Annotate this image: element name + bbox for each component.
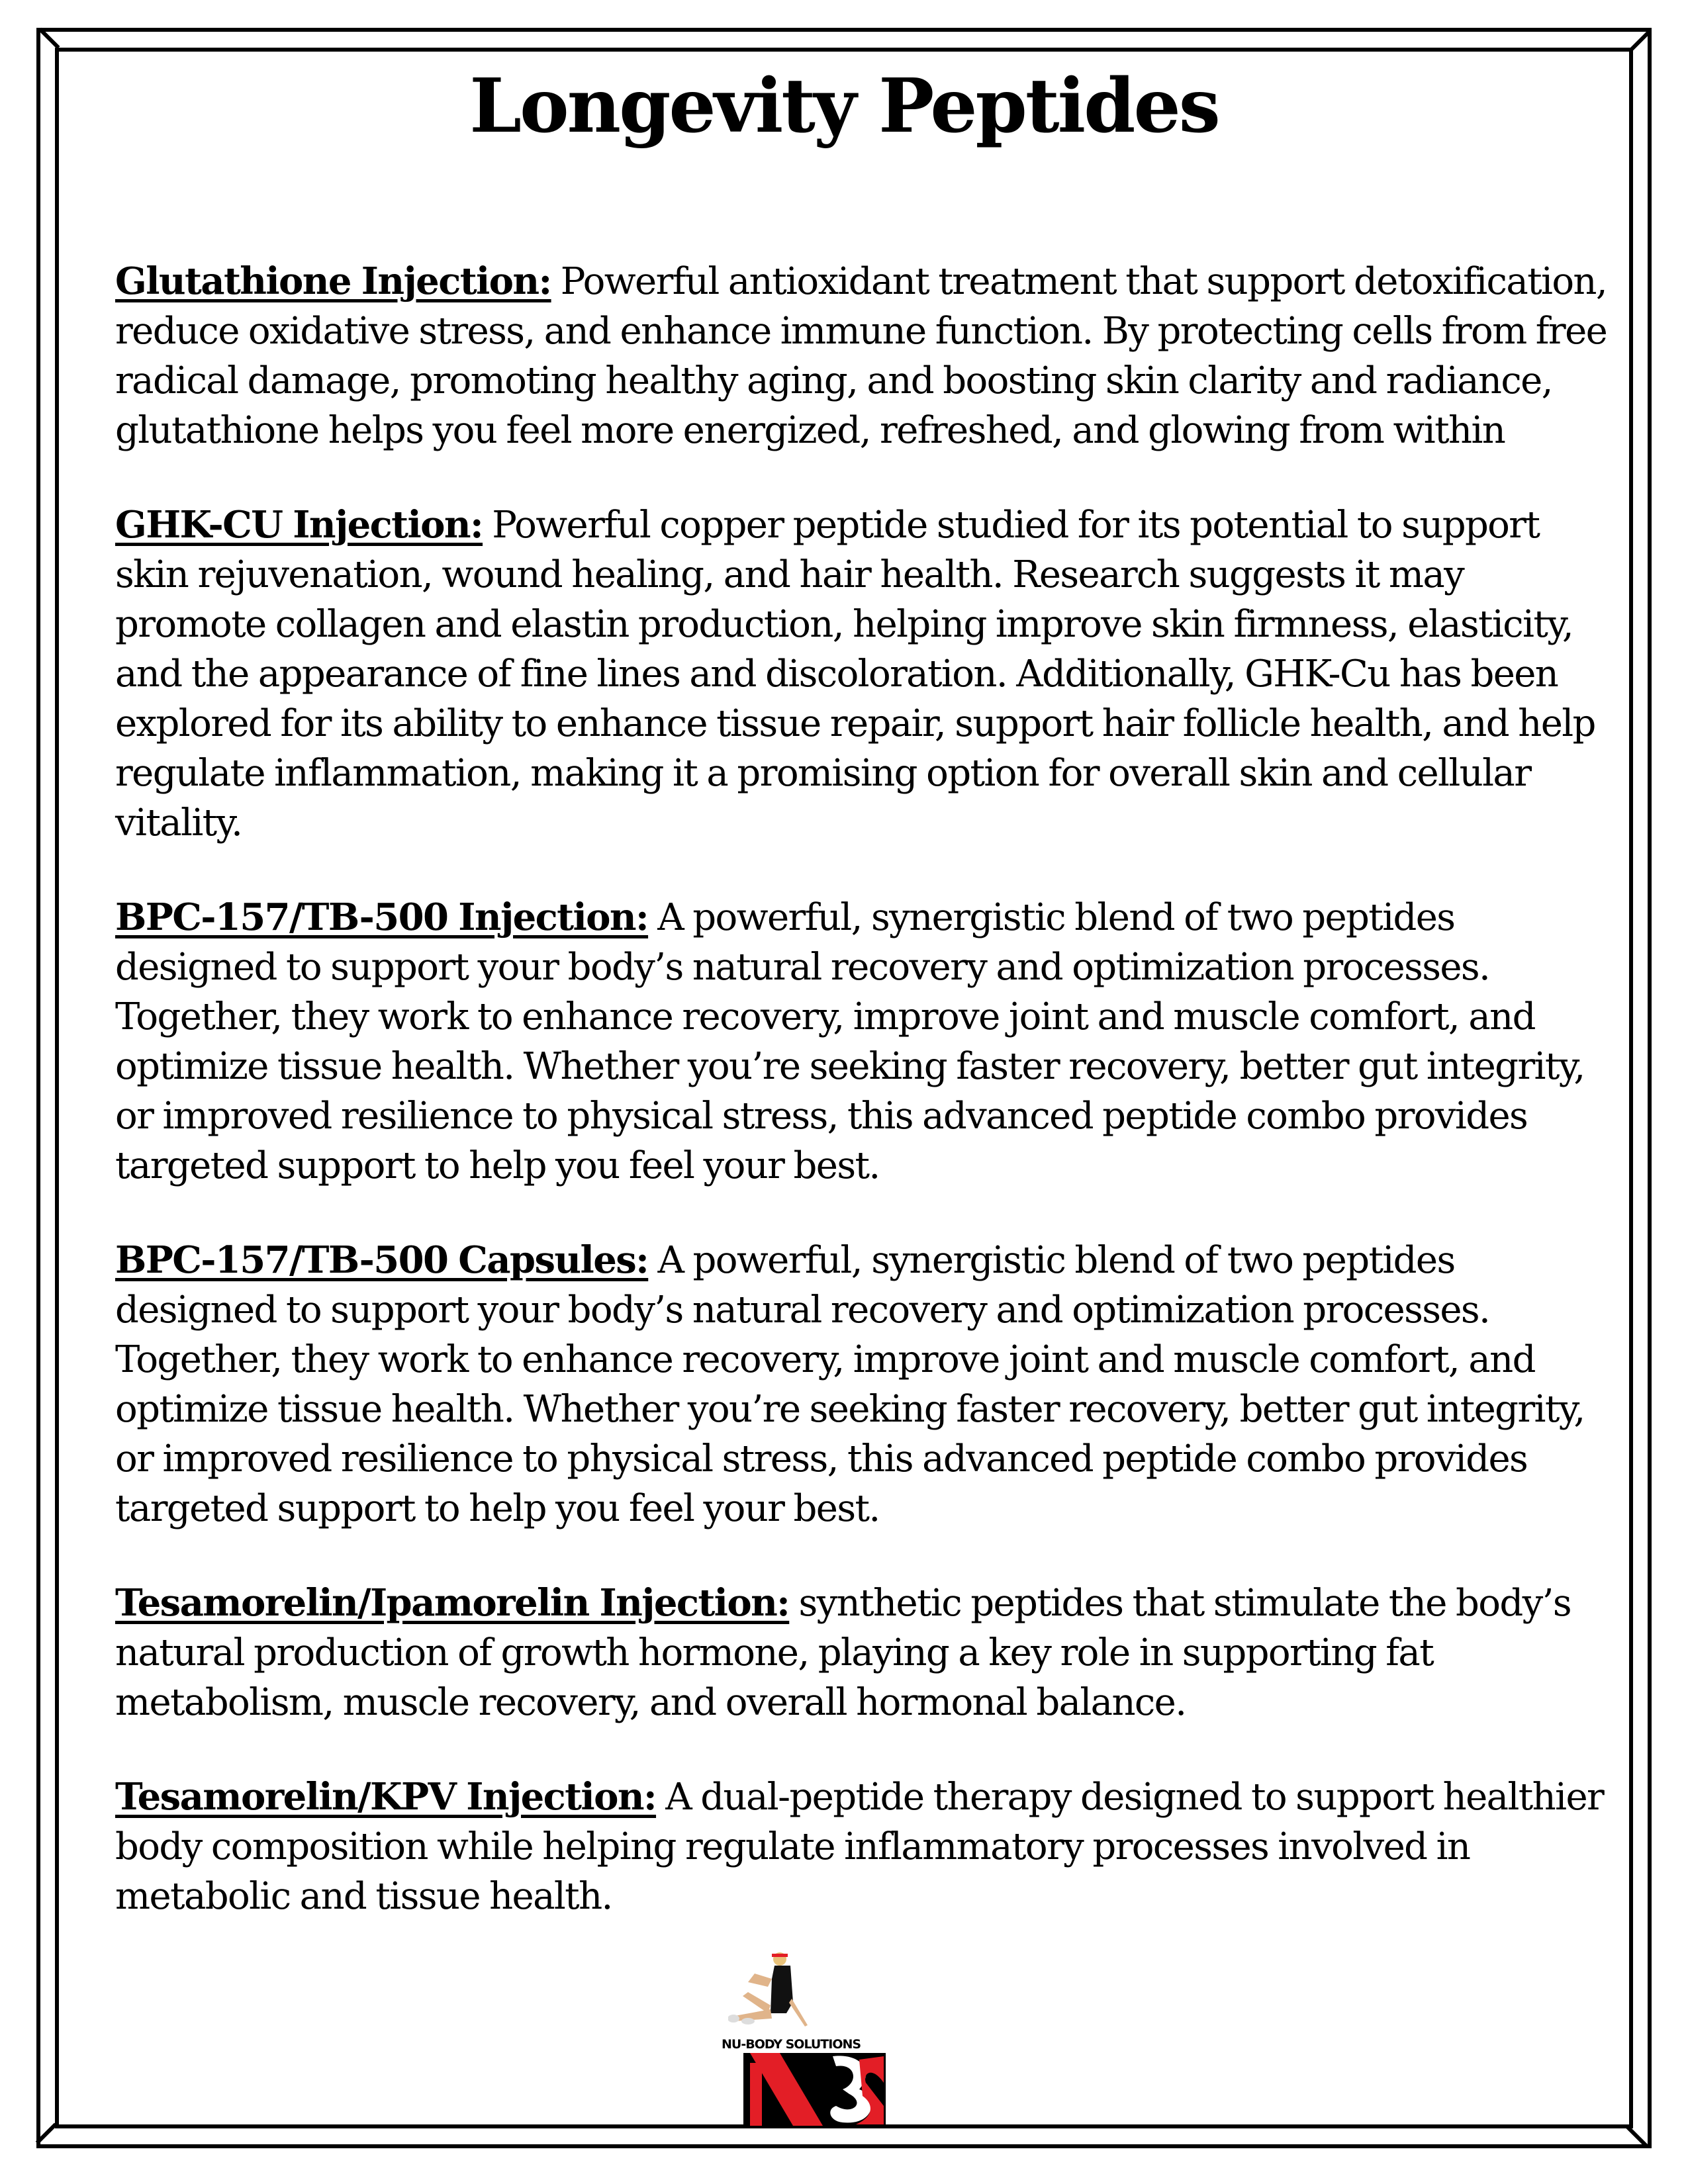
peptide-name: BPC-157/TB-500 Injection: (115, 895, 649, 939)
peptide-list (115, 257, 1618, 1966)
peptide-description: A powerful, synergistic blend of two peptides designed to support your body’s natural recovery and optimization processes. Together, they work to enhance recovery, improve joint and muscle comfort, and optimize tissue health. Whether you’re seeking faster recovery, better gut integrity, or improved resilience to physical stress, this advanced peptide combo provides targeted support to help you feel your best. (115, 896, 1585, 1187)
nu-body-solutions-logo (688, 1952, 861, 2111)
peptide-name: Tesamorelin/KPV Injection: (115, 1775, 657, 1819)
nbs-monogram-icon (743, 2053, 886, 2126)
peptide-name: Tesamorelin/Ipamorelin Injection: (115, 1581, 790, 1625)
peptide-entry-ghk-cu (115, 500, 1618, 848)
peptide-description: synthetic peptides that stimulate the body’s natural production of growth hormone, playing a key role in supporting fat metabolism, muscle recovery, and overall hormonal balance. (115, 1582, 1571, 1724)
page-title: Longevity Peptides (469, 63, 1219, 150)
peptide-name: Glutathione Injection: (115, 259, 551, 303)
seated-person-figure-icon (728, 1952, 827, 2038)
brand-name: NU-BODY SOLUTIONS (722, 2037, 861, 2052)
peptide-name: BPC-157/TB-500 Capsules: (115, 1238, 649, 1282)
peptide-description: Powerful copper peptide studied for its potential to support skin rejuvenation, wound healing, and hair health. Research suggests it may promote collagen and elastin production, helping improve skin firmness, elasticity, and the appearance of fine lines and discoloration. Additionally, GHK-Cu has been explored for its ability to enhance tissue repair, support hair follicle health, and help regulate inflammation, making it a promising option for overall skin and cellular vitality. (115, 504, 1595, 844)
peptide-description: A dual-peptide therapy designed to support healthier body composition while helping regulate inflammatory processes involved in metabolic and tissue health. (115, 1776, 1604, 1918)
peptide-entry-glutathione (115, 257, 1618, 455)
peptide-entry-bpc-tb-injection (115, 893, 1618, 1191)
peptide-name: GHK-CU Injection: (115, 503, 483, 547)
peptide-description: A powerful, synergistic blend of two peptides designed to support your body’s natural recovery and optimization processes. Together, they work to enhance recovery, improve joint and muscle comfort, and optimize tissue health. Whether you’re seeking faster recovery, better gut integrity, or improved resilience to physical stress, this advanced peptide combo provides targeted support to help you feel your best. (115, 1239, 1585, 1530)
peptide-entry-tesamorelin-ipamorelin (115, 1578, 1618, 1727)
peptide-entry-bpc-tb-capsules (115, 1236, 1618, 1533)
peptide-description: Powerful antioxidant treatment that support detoxification, reduce oxidative stress, and enhance immune function. By protecting cells from free radical damage, promoting healthy aging, and boosting skin clarity and radiance, glutathione helps you feel more energized, refreshed, and glowing from within (115, 260, 1607, 452)
peptide-entry-tesamorelin-kpv (115, 1772, 1618, 1921)
